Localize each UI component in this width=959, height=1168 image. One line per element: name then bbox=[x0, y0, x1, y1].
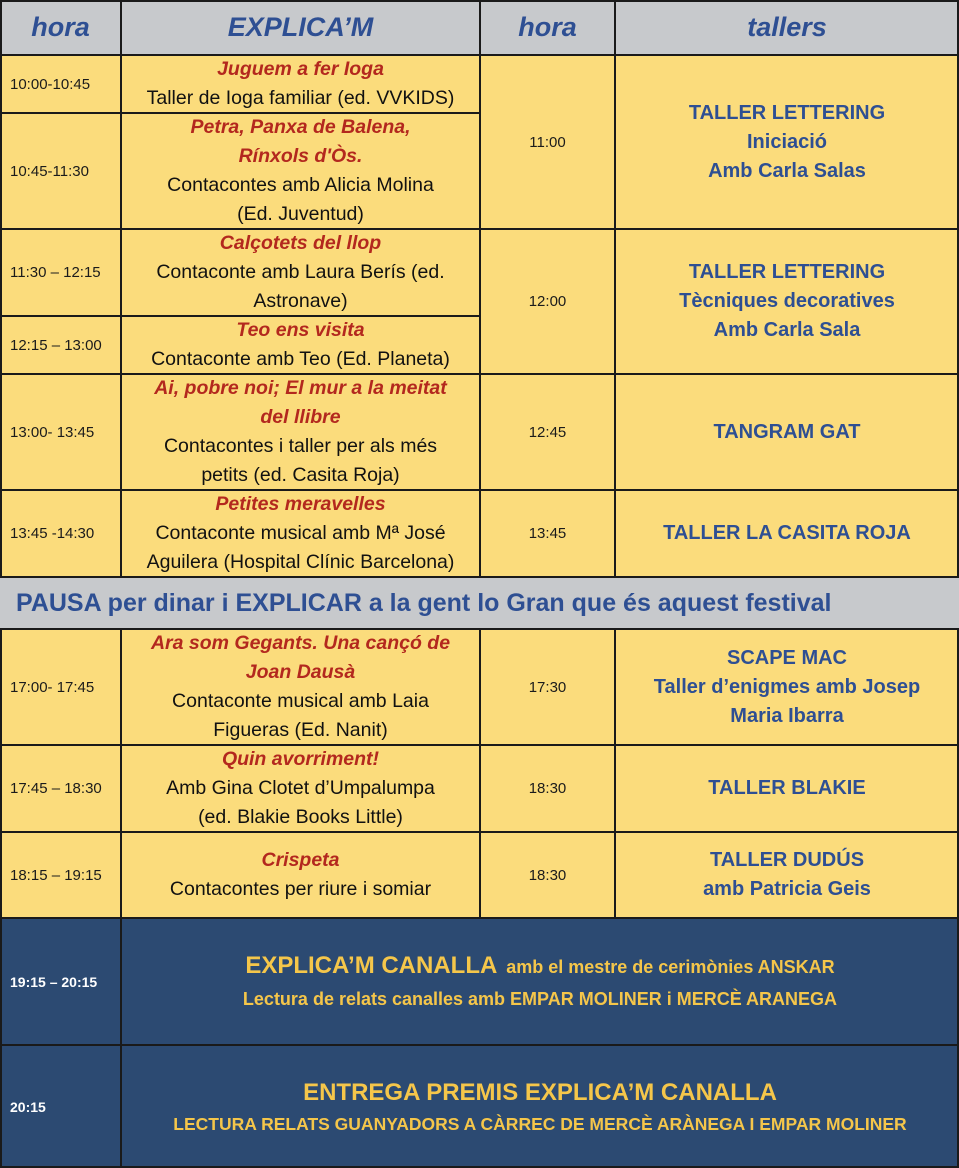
canalla-time-cell bbox=[0, 918, 121, 1045]
event-title: Calçotets del llop bbox=[219, 232, 382, 254]
event-description: Contaconte amb Laura Berís (ed. bbox=[156, 261, 445, 283]
grid-line bbox=[0, 1044, 959, 1046]
pausa-banner bbox=[0, 577, 959, 629]
canalla-cell bbox=[121, 918, 959, 1045]
taller-time-cell bbox=[480, 832, 615, 918]
grid-line bbox=[614, 629, 616, 918]
grid-line bbox=[120, 0, 122, 577]
event-description: petits (ed. Casita Roja) bbox=[201, 464, 400, 486]
taller-time-cell bbox=[480, 745, 615, 832]
explicam-event-cell bbox=[121, 374, 480, 490]
explicam-time: 12:15 – 13:00 bbox=[10, 336, 102, 354]
taller-time-cell bbox=[480, 374, 615, 490]
event-description: (ed. Blakie Books Little) bbox=[198, 806, 403, 828]
taller-time: 12:45 bbox=[528, 423, 567, 441]
grid-line bbox=[479, 629, 481, 918]
taller-time: 17:30 bbox=[528, 678, 567, 696]
taller-time: 11:00 bbox=[529, 133, 566, 151]
taller-time: 13:45 bbox=[528, 525, 567, 542]
explicam-event-cell bbox=[121, 316, 480, 374]
event-title: Juguem a fer Ioga bbox=[217, 58, 384, 80]
taller-time-cell bbox=[480, 629, 615, 745]
event-description: (Ed. Juventud) bbox=[237, 203, 364, 225]
taller-line: TALLER LA CASITA ROJA bbox=[663, 522, 911, 544]
explicam-time: 10:45-11:30 bbox=[10, 162, 89, 180]
event-description: Contaconte musical amb Laia bbox=[172, 690, 429, 712]
taller-cell bbox=[615, 229, 959, 374]
header-hora1-label: hora bbox=[31, 12, 90, 42]
explicam-time-cell bbox=[0, 374, 121, 490]
premis-time: 20:15 bbox=[10, 1098, 46, 1115]
taller-line: TALLER LETTERING bbox=[688, 261, 886, 283]
event-title: Rínxols d'Òs. bbox=[238, 145, 363, 167]
taller-cell bbox=[615, 490, 959, 577]
taller-line: Amb Carla Salas bbox=[708, 159, 866, 182]
header-hora2 bbox=[480, 0, 615, 55]
header-hora1 bbox=[0, 0, 121, 55]
explicam-time: 17:45 – 18:30 bbox=[10, 780, 102, 797]
event-description: Contaconte musical amb Mª José bbox=[155, 522, 446, 544]
grid-line bbox=[0, 0, 2, 577]
explicam-time: 10:00-10:45 bbox=[10, 75, 91, 93]
canalla-title-line bbox=[245, 950, 834, 985]
premis-time-cell bbox=[0, 1045, 121, 1168]
event-description: Astronave) bbox=[253, 290, 348, 312]
taller-time-cell bbox=[480, 229, 615, 374]
taller-cell bbox=[615, 745, 959, 832]
explicam-event-cell bbox=[121, 490, 480, 577]
event-title: del llibre bbox=[260, 406, 341, 428]
event-title: Quin avorriment! bbox=[221, 748, 380, 770]
premis-subtitle: LECTURA RELATS GUANYADORS A CÀRREC DE MERCÈ ARÀNEGA I EMPAR MOLINER bbox=[173, 1113, 907, 1134]
event-title: Joan Dausà bbox=[245, 661, 356, 683]
explicam-time: 18:15 – 19:15 bbox=[10, 866, 102, 884]
grid-line bbox=[120, 629, 122, 918]
explicam-time-cell bbox=[0, 490, 121, 577]
taller-line: TALLER BLAKIE bbox=[708, 777, 866, 799]
taller-line: TALLER LETTERING bbox=[688, 101, 886, 124]
explicam-event-cell bbox=[121, 229, 480, 316]
taller-line: SCAPE MAC bbox=[726, 646, 847, 669]
grid-line bbox=[0, 629, 2, 918]
explicam-time-cell bbox=[0, 55, 121, 113]
event-description: Contacontes amb Alicia Molina bbox=[167, 174, 434, 196]
canalla-title: EXPLICA’M CANALLA bbox=[245, 952, 498, 979]
taller-line: Tècniques decoratives bbox=[679, 290, 895, 312]
header-explicam bbox=[121, 0, 480, 55]
premis-cell bbox=[121, 1045, 959, 1168]
premis-title: ENTREGA PREMIS EXPLICA’M CANALLA bbox=[303, 1078, 777, 1106]
taller-cell bbox=[615, 832, 959, 918]
grid-line bbox=[479, 0, 481, 577]
canalla-subtitle: Lectura de relats canalles amb EMPAR MOLINER i MERCÈ ARANEGA bbox=[242, 989, 838, 1009]
event-description: Contacontes per riure i somiar bbox=[169, 878, 432, 900]
explicam-time-cell bbox=[0, 629, 121, 745]
taller-time: 12:00 bbox=[528, 293, 567, 310]
taller-time-cell bbox=[480, 55, 615, 229]
grid-line bbox=[614, 0, 616, 577]
explicam-time-cell bbox=[0, 113, 121, 229]
taller-cell bbox=[615, 374, 959, 490]
header-explicam-label: EXPLICA’M bbox=[227, 12, 374, 42]
canalla-time: 19:15 – 20:15 bbox=[10, 973, 98, 990]
taller-line: Amb Carla Sala bbox=[713, 319, 861, 341]
explicam-event-cell bbox=[121, 55, 480, 113]
taller-time: 18:30 bbox=[528, 780, 567, 797]
event-title: Petra, Panxa de Balena, bbox=[190, 116, 411, 138]
grid-line bbox=[0, 112, 480, 114]
explicam-event-cell bbox=[121, 113, 480, 229]
taller-line: Taller d’enigmes amb Josep bbox=[653, 675, 921, 698]
explicam-time-cell bbox=[0, 316, 121, 374]
explicam-event-cell bbox=[121, 629, 480, 745]
event-title: Crispeta bbox=[261, 849, 340, 871]
explicam-event-cell bbox=[121, 745, 480, 832]
header-tallers-label: tallers bbox=[747, 12, 827, 42]
event-title: Teo ens visita bbox=[236, 319, 365, 341]
taller-time: 18:30 bbox=[528, 866, 567, 884]
event-description: Contaconte amb Teo (Ed. Planeta) bbox=[151, 348, 450, 370]
explicam-time-cell bbox=[0, 229, 121, 316]
explicam-time: 13:00- 13:45 bbox=[10, 423, 95, 441]
explicam-time: 17:00- 17:45 bbox=[10, 678, 95, 696]
explicam-time-cell bbox=[0, 745, 121, 832]
event-title: Ara som Gegants. Una cançó de bbox=[150, 632, 451, 654]
canalla-title-suffix: amb el mestre de cerimònies ANSKAR bbox=[506, 957, 835, 977]
grid-line bbox=[120, 918, 122, 1168]
event-description: Taller de Ioga familiar (ed. VVKIDS) bbox=[146, 87, 455, 109]
explicam-time: 11:30 – 12:15 bbox=[10, 264, 101, 281]
event-description: Contacontes i taller per als més bbox=[163, 435, 438, 457]
event-title: Ai, pobre noi; El mur a la meitat bbox=[154, 377, 447, 399]
header-tallers bbox=[615, 0, 959, 55]
grid-line bbox=[0, 918, 2, 1168]
taller-line: Iniciació bbox=[746, 130, 828, 153]
explicam-time: 13:45 -14:30 bbox=[10, 525, 95, 542]
taller-cell bbox=[615, 629, 959, 745]
pausa-text: PAUSA per dinar i EXPLICAR a la gent lo Gran que és aquest festival bbox=[16, 588, 832, 617]
taller-time-cell bbox=[480, 490, 615, 577]
event-description: Aguilera (Hospital Clínic Barcelona) bbox=[146, 551, 455, 573]
taller-line: TALLER DUDÚS bbox=[709, 849, 865, 871]
taller-line: amb Patricia Geis bbox=[703, 878, 871, 900]
taller-line: TANGRAM GAT bbox=[713, 420, 861, 443]
explicam-event-cell bbox=[121, 832, 480, 918]
event-title: Petites meravelles bbox=[215, 493, 386, 515]
taller-cell bbox=[615, 55, 959, 229]
grid-line bbox=[0, 315, 480, 317]
event-description: Amb Gina Clotet d’Umpalumpa bbox=[166, 777, 435, 799]
event-description: Figueras (Ed. Nanit) bbox=[213, 719, 388, 741]
explicam-time-cell bbox=[0, 832, 121, 918]
header-hora2-label: hora bbox=[518, 12, 577, 42]
taller-line: Maria Ibarra bbox=[730, 704, 844, 727]
